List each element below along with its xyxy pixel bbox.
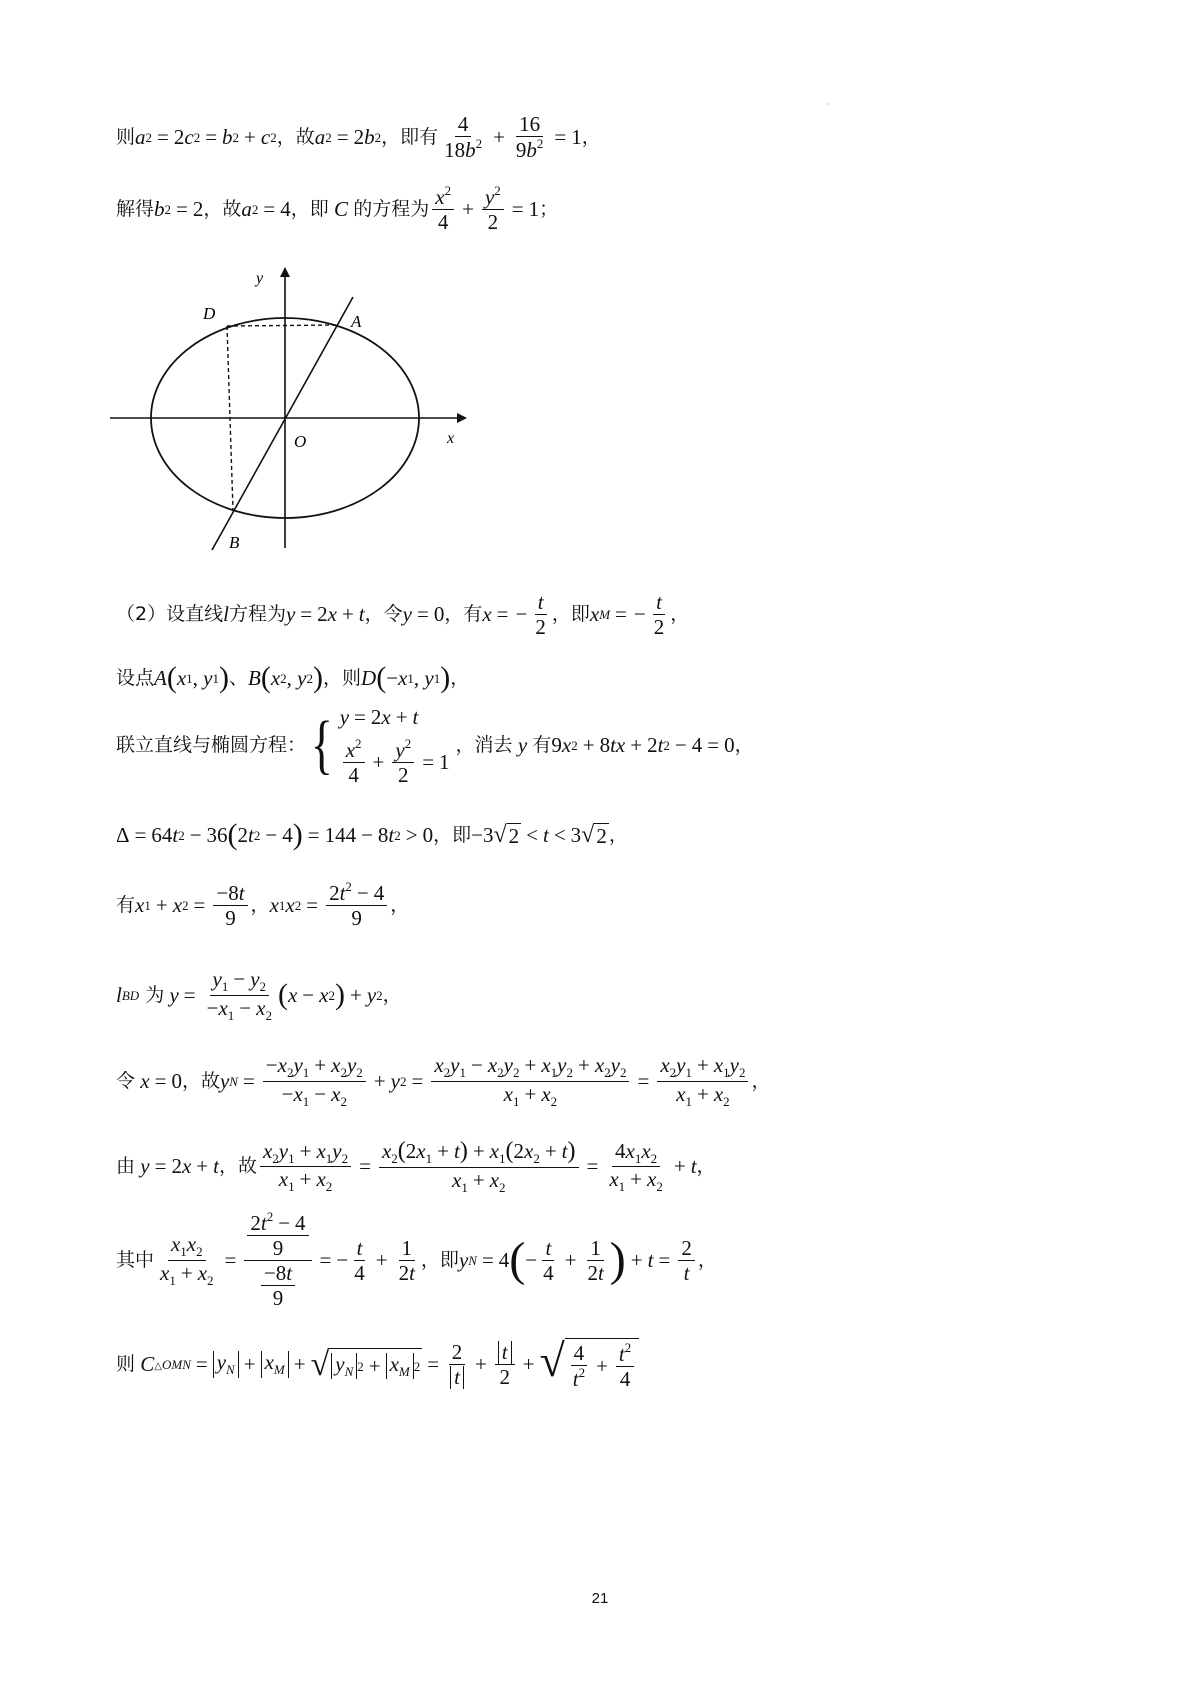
label-b: B: [229, 533, 240, 552]
text-p2-mid: 方程为: [228, 603, 286, 626]
eq-line-10: 由 y = 2 x + t ，故 $\frac{x_2y_1 + x_1y_2}{x_1 + x_2}$ = $\frac{x_2(2x_1 + t) + x_1(2x_2 + t)}{x_1 + x_2}$ = $\frac{4x_1x_2}{x_1 + x_2}$ + t ，: [116, 1138, 716, 1195]
dashed-da: [227, 325, 337, 326]
text-xiaoqu: ，消去: [455, 733, 513, 756]
page-number: 21: [591, 1590, 609, 1607]
eq-line-2: 解得 b 2 = 2 ，故 a 2 = 4 ，即 C 的方程为 $\frac{x^2}{4}$ + $\frac{y^2}{2}$ = 1 ；: [116, 183, 559, 235]
text-ji3: ，即: [433, 823, 472, 846]
text-dun: 、: [229, 666, 249, 689]
eq-line-11: 其中 $\frac{x_1x_2}{x_1 + x_2}$ = $\frac{\frac{2t^2 - 4}{9}}{\frac{-8t}{9}}$ = − $\frac{t}{4}$ + $\frac{1}{2t}$ ，即 y N = 4 ( − $\frac{t}{4}$ + $\frac{1}{2t}$ ) + t = $\frac{2}{t}$ ，: [116, 1209, 717, 1311]
text-gu2: ，故: [203, 197, 242, 220]
text-ze-d: ，则: [323, 666, 362, 689]
text-qizhong: 其中: [116, 1248, 155, 1271]
eq-line-5: 联立直线与椭圆方程： { y = 2 x + t $\frac{x^2}{4}$ + $\frac{y^2}{2}$ = 1 ，消去 y 有 9 x 2 + 8 tx + 2 t 2 − 4 = 0 ，: [116, 704, 754, 787]
text-jiyou: ，即有: [381, 125, 439, 148]
label-x: x: [447, 430, 455, 447]
text-jiede: 解得: [116, 197, 155, 220]
text-wei: 为: [145, 983, 165, 1006]
stray-dot: ·: [826, 100, 829, 109]
label-d: D: [203, 304, 216, 323]
eq-line-12: 则 C △OMN = $y_N$ + $x_M$ + √ $y_N$ 2 + $x_M$ 2 = $\frac{2}{t}$ + $\frac{t}{2}$ + √ $\frac{4}{t^2}$ + $\frac{t^2}{4}$: [116, 1338, 639, 1391]
label-a: A: [351, 312, 362, 331]
text-ji2: ，即: [551, 603, 590, 626]
eq-line-1: 则 a 2 = 2 c 2 = b 2 + c 2 ，故 a 2 = 2 b 2 ，即有 $\frac{4}{18b^2}$ + $\frac{16}{9b^2}$ = 1 ，: [116, 112, 601, 163]
text-you4: 由: [116, 1155, 136, 1178]
eq-line-6: Δ = 64 t 2 − 36 ( 2 t 2 − 4 ) = 144 − 8 t 2 > 0 ，即 −3 √ 2 < t < 3 √ 2 ，: [116, 818, 628, 851]
eq-line-9: 令 x = 0 ，故 y N = $\frac{-x_2y_1 + x_2y_2}{-x_1 - x_2}$ + y 2 = $\frac{x_2y_1 - x_2y_2 + x_1y_2 + x_2y_2}{x_1 + x_2}$ = $\frac{x_2y_1 + x_1y_2}{x_1 + x_2}$ ，: [116, 1053, 771, 1109]
text-ji4: ，即: [420, 1248, 459, 1271]
label-y: y: [256, 270, 264, 287]
x-axis-arrow: [457, 413, 467, 423]
text-ze: 则: [116, 125, 136, 148]
text-you2: 有: [532, 733, 552, 756]
text-p2-prefix: （2）设直线: [116, 603, 224, 626]
text-ji: ，即: [290, 197, 329, 220]
label-o: O: [294, 432, 307, 451]
text-shedian: 设点: [116, 666, 155, 689]
eq-line-7: 有 x 1 + x 2 = $\frac{-8t}{9}$ ， x 1 x 2 = $\frac{2t^2 - 4}{9}$ ，: [116, 879, 410, 931]
text-you: ，有: [444, 603, 483, 626]
text-you3: 有: [116, 893, 136, 916]
eq-line-3: （2）设直线 l 方程为 y = 2 x + t ，令 y = 0 ，有 x = − $\frac{t}{2}$ ，即 x M = − $\frac{t}{2}$ ，: [116, 590, 690, 640]
text-ling2: 令: [116, 1069, 136, 1092]
text-ze2: 则: [116, 1353, 136, 1376]
text-lianli: 联立直线与椭圆方程：: [116, 733, 307, 756]
eq-line-4: 设点 A ( x 1 , y 1 ) 、 B ( x 2 , y 2 ) ，则 D ( − x 1 , y 1 ) ，: [116, 661, 470, 694]
text-gu: ，故: [276, 125, 315, 148]
ellipse-figure: [105, 265, 485, 565]
y-axis-arrow: [280, 267, 290, 277]
text-gu3: ，故: [181, 1069, 220, 1092]
eq-line-8: l BD 为 y = $\frac{y_1 - y_2}{-x_1 - x_2}$ ( x − x 2 ) + y 2 ，: [116, 967, 402, 1023]
text-ling: ，令: [364, 603, 403, 626]
text-gu4: ，故: [218, 1155, 257, 1178]
text-de-fangcheng: 的方程为: [353, 197, 430, 220]
